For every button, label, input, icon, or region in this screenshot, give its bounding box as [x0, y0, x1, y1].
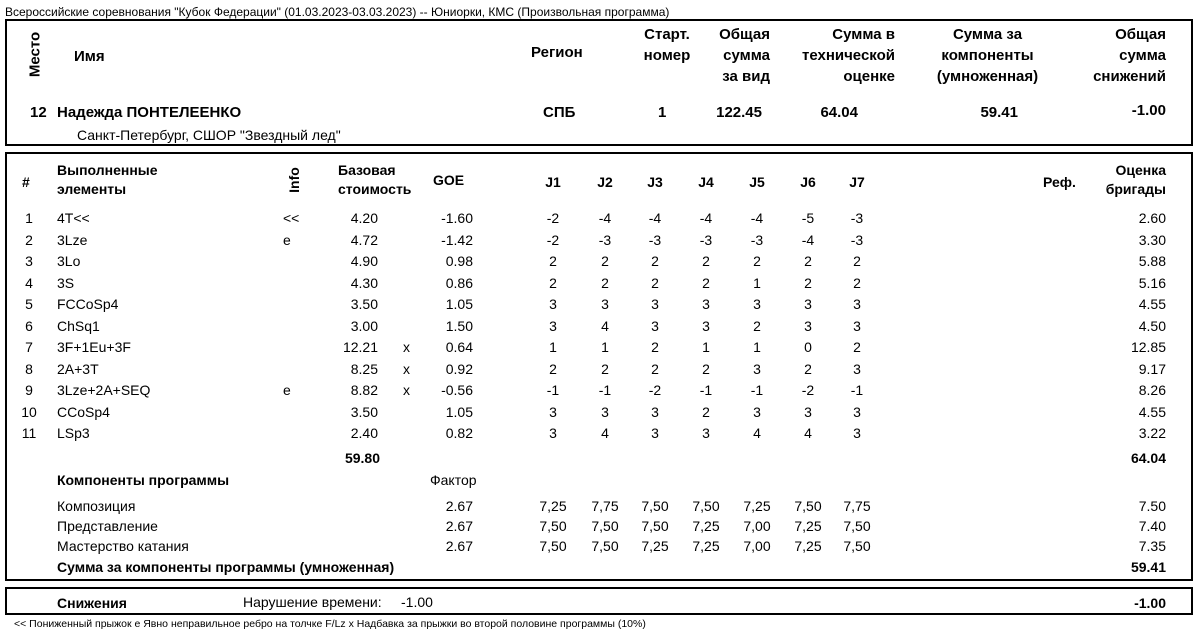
component-score: 7.50	[1138, 498, 1166, 514]
element-code: 3Lo	[57, 253, 81, 269]
element-judge-score: 3	[549, 296, 557, 312]
component-judge-score: 7,00	[743, 518, 771, 534]
component-name: Композиция	[57, 498, 136, 514]
components-header: Компоненты программы	[57, 472, 230, 488]
element-judge-score: 2	[853, 274, 861, 291]
component-judge-score: 7,50	[539, 518, 567, 534]
element-panel-score: 12.85	[1130, 339, 1166, 355]
element-panel-score: 4.55	[1138, 296, 1166, 312]
judge-header-6: J6	[800, 174, 816, 190]
element-info: <<	[283, 210, 300, 226]
element-panel-score: 4.55	[1138, 403, 1166, 420]
element-judge-score: 2	[702, 360, 710, 377]
elements-header: Выполненные элементы	[57, 162, 158, 197]
element-bonus-marker: x	[403, 382, 410, 398]
skater-name: Надежда ПОНТЕЛЕЕНКО	[57, 104, 242, 121]
element-judge-score: 4	[601, 425, 609, 441]
element-judge-score: 2	[804, 360, 812, 377]
goe-header: GOE	[433, 172, 465, 188]
place-header: Место	[26, 31, 44, 78]
component-judge-score: 7,50	[641, 518, 669, 534]
element-base-value: 4.20	[350, 210, 378, 226]
ded-header: Общая сумма снижений	[1093, 26, 1166, 85]
element-goe: 0.98	[445, 253, 473, 269]
legend: << Пониженный прыжок e Явно неправильное ребро на толчке F/Lz x Надбавка за прыжки во второй половине программы (10%)	[14, 618, 646, 630]
element-judge-score: 3	[651, 403, 659, 420]
element-judge-score: 3	[549, 317, 557, 334]
element-judge-score: 1	[753, 274, 761, 291]
element-judge-score: -1	[598, 382, 612, 398]
element-judge-score: 2	[601, 274, 609, 291]
element-judge-score: 2	[601, 253, 609, 269]
total-header: Общая сумма за вид	[719, 26, 770, 85]
element-judge-score: 3	[853, 425, 861, 441]
element-judge-score: 4	[753, 425, 761, 441]
component-score: 7.40	[1138, 518, 1166, 534]
element-judge-score: 2	[702, 253, 710, 269]
element-judge-score: 2	[804, 274, 812, 291]
element-goe: -1.42	[441, 231, 473, 248]
component-judge-score: 7,25	[641, 538, 669, 554]
element-judge-score: 3	[804, 296, 812, 312]
component-judge-score: 7,50	[539, 538, 567, 554]
element-judge-score: -4	[750, 210, 764, 226]
event-title: Всероссийские соревнования "Кубок Федерации" (01.03.2023-03.03.2023) -- Юниорки, КМС (Произвольная программа)	[5, 5, 670, 19]
element-panel-score: 2.60	[1138, 210, 1166, 226]
element-judge-score: 3	[702, 296, 710, 312]
element-judge-score: 2	[702, 274, 710, 291]
element-code: 3Lze	[57, 231, 88, 248]
element-judge-score: -2	[801, 382, 815, 398]
ref-header: Реф.	[1043, 174, 1076, 190]
component-judge-score: 7,50	[591, 538, 619, 554]
component-judge-score: 7,50	[794, 498, 822, 514]
component-judge-score: 7,50	[843, 538, 871, 554]
element-judge-score: -2	[648, 382, 662, 398]
element-code: 3F+1Eu+3F	[57, 339, 131, 355]
element-judge-score: 2	[702, 403, 710, 420]
element-goe: -0.56	[441, 382, 473, 398]
element-goe: 0.92	[445, 360, 473, 377]
judge-header-3: J3	[647, 174, 663, 190]
element-goe: 1.50	[445, 317, 473, 334]
skater-total: 122.45	[716, 104, 762, 121]
element-info: e	[283, 231, 291, 248]
comp-header: Сумма за компоненты (умноженная)	[936, 26, 1039, 85]
element-judge-score: 3	[601, 403, 609, 420]
element-judge-score: 1	[601, 339, 609, 355]
element-number: 5	[25, 296, 33, 312]
judge-header-2: J2	[597, 174, 613, 190]
skater-tech: 64.04	[820, 104, 858, 121]
element-judge-score: 3	[853, 360, 861, 377]
element-judge-score: 1	[702, 339, 710, 355]
element-base-value: 3.50	[350, 296, 378, 312]
deductions-label: Снижения	[57, 595, 127, 611]
element-judge-score: 3	[549, 425, 557, 441]
deductions-item: Нарушение времени:	[243, 594, 382, 610]
element-panel-score: 8.26	[1138, 382, 1166, 398]
factor-header: Фактор	[430, 472, 477, 488]
component-judge-score: 7,00	[743, 538, 771, 554]
element-judge-score: -3	[648, 231, 662, 248]
element-goe: 1.05	[445, 296, 473, 312]
deductions-box	[5, 587, 1193, 615]
element-judge-score: 3	[753, 360, 761, 377]
element-base-value: 3.50	[350, 403, 378, 420]
component-score: 7.35	[1138, 538, 1166, 554]
element-judge-score: 3	[702, 425, 710, 441]
component-judge-score: 7,25	[692, 538, 720, 554]
component-factor: 2.67	[445, 518, 473, 534]
element-number: 7	[25, 339, 33, 355]
element-judge-score: 3	[702, 317, 710, 334]
element-panel-score: 5.16	[1138, 274, 1166, 291]
element-number: 10	[21, 403, 37, 420]
element-judge-score: 3	[853, 403, 861, 420]
element-judge-score: 2	[651, 253, 659, 269]
judge-header-7: J7	[849, 174, 865, 190]
name-header: Имя	[74, 48, 105, 65]
element-judge-score: -4	[648, 210, 662, 226]
element-judge-score: 3	[753, 296, 761, 312]
element-judge-score: 3	[651, 296, 659, 312]
judge-header-5: J5	[749, 174, 765, 190]
element-base-value: 4.30	[350, 274, 378, 291]
element-goe: 0.64	[445, 339, 473, 355]
element-bonus-marker: x	[403, 339, 410, 355]
component-judge-score: 7,25	[539, 498, 567, 514]
element-number: 2	[25, 231, 33, 248]
deductions-total: -1.00	[1134, 595, 1166, 611]
element-number: 3	[25, 253, 33, 269]
component-judge-score: 7,75	[591, 498, 619, 514]
element-judge-score: -3	[850, 210, 864, 226]
element-judge-score: 3	[853, 296, 861, 312]
skater-place: 12	[30, 104, 47, 121]
element-judge-score: 2	[853, 253, 861, 269]
component-judge-score: 7,50	[692, 498, 720, 514]
element-judge-score: 3	[651, 317, 659, 334]
judge-header-4: J4	[698, 174, 714, 190]
element-judge-score: 0	[804, 339, 812, 355]
components-total: 59.41	[1130, 559, 1166, 575]
element-judge-score: -3	[750, 231, 764, 248]
judge-header-1: J1	[545, 174, 561, 190]
element-judge-score: 3	[753, 403, 761, 420]
element-judge-score: 2	[753, 317, 761, 334]
element-panel-score: 3.30	[1138, 231, 1166, 248]
element-judge-score: -4	[598, 210, 612, 226]
component-judge-score: 7,50	[641, 498, 669, 514]
deductions-item-value: -1.00	[401, 594, 433, 610]
element-code: LSp3	[57, 425, 90, 441]
element-goe: 0.86	[445, 274, 473, 291]
element-judge-score: 2	[853, 339, 861, 355]
component-judge-score: 7,25	[794, 538, 822, 554]
element-code: CCoSp4	[57, 403, 110, 420]
component-judge-score: 7,75	[843, 498, 871, 514]
element-bonus-marker: x	[403, 360, 410, 377]
element-judge-score: 4	[601, 317, 609, 334]
element-code: 3S	[57, 274, 75, 291]
element-judge-score: 2	[651, 339, 659, 355]
element-base-value: 3.00	[350, 317, 378, 334]
element-judge-score: 3	[601, 296, 609, 312]
element-number: 8	[25, 360, 33, 377]
component-judge-score: 7,50	[591, 518, 619, 534]
num-header: #	[22, 174, 30, 190]
element-panel-score: 9.17	[1138, 360, 1166, 377]
component-judge-score: 7,25	[743, 498, 771, 514]
element-judge-score: 3	[549, 403, 557, 420]
element-judge-score: 2	[549, 253, 557, 269]
element-goe: 1.05	[445, 403, 473, 420]
element-judge-score: 2	[601, 360, 609, 377]
skater-start-number: 1	[658, 104, 667, 121]
info-header: Info	[286, 167, 302, 193]
element-judge-score: -2	[546, 210, 560, 226]
element-code: FCCoSp4	[57, 296, 119, 312]
component-factor: 2.67	[445, 498, 473, 514]
element-judge-score: -1	[546, 382, 560, 398]
element-base-value: 4.90	[350, 253, 378, 269]
element-base-value: 8.82	[350, 382, 378, 398]
skater-deductions: -1.00	[1131, 102, 1166, 119]
element-info: e	[283, 382, 291, 398]
element-code: ChSq1	[57, 317, 100, 334]
element-judge-score: -1	[699, 382, 713, 398]
element-judge-score: 2	[549, 360, 557, 377]
element-panel-score: 4.50	[1138, 317, 1166, 334]
tech-header: Сумма в технической оценке	[801, 26, 895, 85]
skater-region: СПБ	[543, 104, 576, 121]
element-base-value: 2.40	[350, 425, 378, 441]
base-total: 59.80	[344, 450, 380, 466]
element-judge-score: -3	[598, 231, 612, 248]
panel-header: Оценка бригады	[1105, 162, 1166, 197]
element-number: 4	[25, 274, 33, 291]
element-goe: 0.82	[445, 425, 473, 441]
element-judge-score: 2	[804, 253, 812, 269]
component-name: Мастерство катания	[57, 538, 189, 554]
element-judge-score: 1	[753, 339, 761, 355]
element-number: 9	[25, 382, 33, 398]
element-judge-score: 3	[853, 317, 861, 334]
element-panel-score: 5.88	[1138, 253, 1166, 269]
element-goe: -1.60	[441, 210, 473, 226]
component-judge-score: 7,25	[692, 518, 720, 534]
element-judge-score: -4	[801, 231, 815, 248]
element-code: 2A+3T	[57, 360, 99, 377]
element-base-value: 8.25	[350, 360, 378, 377]
element-judge-score: 2	[651, 274, 659, 291]
start-header: Старт. номер	[643, 26, 691, 64]
element-judge-score: 2	[753, 253, 761, 269]
element-judge-score: 3	[651, 425, 659, 441]
element-panel-score: 3.22	[1138, 425, 1166, 441]
component-judge-score: 7,50	[843, 518, 871, 534]
element-judge-score: -5	[801, 210, 815, 226]
skater-comp: 59.41	[980, 104, 1018, 121]
element-number: 11	[21, 425, 37, 441]
components-total-label: Сумма за компоненты программы (умноженная)	[57, 559, 395, 575]
element-judge-score: 3	[804, 403, 812, 420]
element-judge-score: 3	[804, 317, 812, 334]
element-judge-score: 2	[651, 360, 659, 377]
element-judge-score: 1	[549, 339, 557, 355]
element-judge-score: 2	[549, 274, 557, 291]
element-number: 6	[25, 317, 33, 334]
base-header: Базовая стоимость	[338, 162, 412, 197]
element-judge-score: -3	[699, 231, 713, 248]
element-judge-score: -1	[850, 382, 864, 398]
element-judge-score: -4	[699, 210, 713, 226]
skater-club: Санкт-Петербург, СШОР "Звездный лед"	[77, 127, 341, 143]
elements-total: 64.04	[1130, 450, 1166, 466]
element-code: 4T<<	[57, 210, 90, 226]
element-base-value: 4.72	[350, 231, 378, 248]
component-judge-score: 7,25	[794, 518, 822, 534]
element-base-value: 12.21	[342, 339, 378, 355]
region-header: Регион	[531, 44, 583, 61]
element-number: 1	[25, 210, 33, 226]
element-judge-score: -1	[750, 382, 764, 398]
component-name: Представление	[57, 518, 158, 534]
element-code: 3Lze+2A+SEQ	[57, 382, 151, 398]
element-judge-score: -3	[850, 231, 864, 248]
element-judge-score: -2	[546, 231, 560, 248]
component-factor: 2.67	[445, 538, 473, 554]
element-judge-score: 4	[804, 425, 812, 441]
